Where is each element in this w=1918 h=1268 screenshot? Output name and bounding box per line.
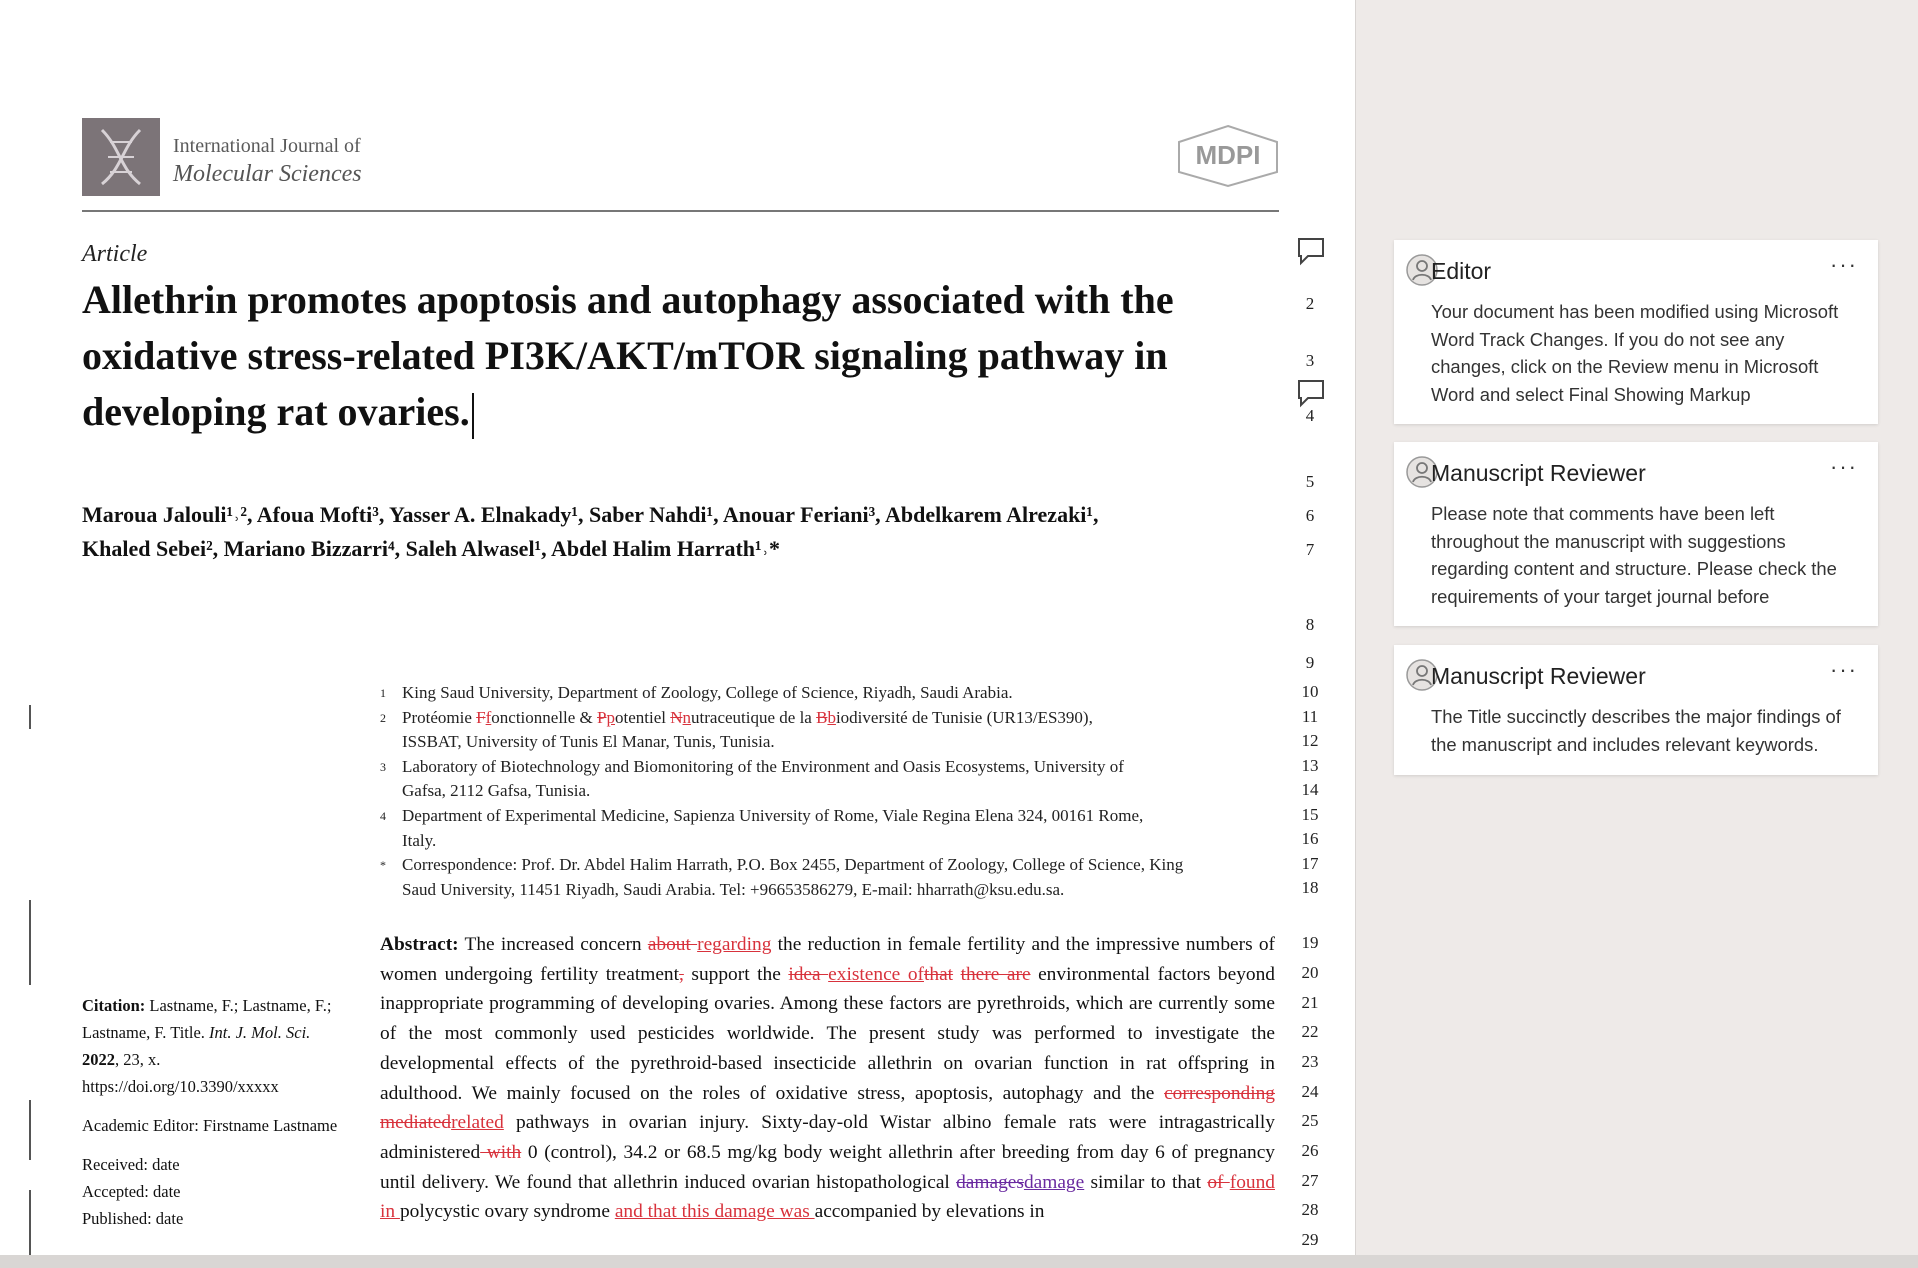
citation-text: Lastname, F.; Lastname, F.; Lastname, F. Title. (82, 996, 332, 1042)
more-options-button[interactable]: ··· (1830, 454, 1858, 479)
affiliation-text: Laboratory of Biotechnology and Biomonitoring of the Environment and Oasis Ecosystems, University of (402, 756, 1124, 776)
tracked-deletion[interactable]: damages (956, 1171, 1024, 1193)
comment-author: Manuscript Reviewer (1431, 460, 1646, 486)
line-number: 12 (1301, 731, 1319, 750)
academic-editor: Academic Editor: Firstname Lastname (82, 1116, 338, 1135)
abstract-text: environmental factors beyond inappropriate programming of developing ovaries. Among these factors are pyrethroids, which are currently some of the most commonly used pesticides worldwide. The present study was performed to investigate the developmental effects of the pyrethroid-based insecticide allethrin on ovarian function in rat offspring in adulthood. We mainly focused on the roles of oxidative stress, apoptosis, autophagy and the (380, 963, 1275, 1104)
horizontal-scrollbar[interactable] (0, 1255, 1918, 1268)
comment-text: The Title succinctly describes the major findings of the manuscript and includes relevant keywords. (1431, 706, 1841, 755)
line-number: 2 (1305, 294, 1315, 313)
line-number: 21 (1301, 993, 1319, 1012)
tracked-deletion[interactable]: that (923, 963, 954, 985)
affiliation-marker: 1 (380, 686, 386, 700)
line-number: 16 (1301, 829, 1319, 848)
line-number: 11 (1301, 707, 1319, 726)
correspondence (380, 853, 1260, 902)
line-number: 18 (1301, 878, 1319, 897)
affiliation-text: otentiel (615, 707, 671, 727)
line-number: 15 (1301, 805, 1319, 824)
comments-pane (1356, 0, 1918, 1268)
affiliation-text: Protéomie (402, 707, 477, 727)
tracked-insertion[interactable]: p (606, 707, 616, 727)
affiliation-text: King Saud University, Department of Zoology, College of Science, Riyadh, Saudi Arabia. (402, 683, 1013, 702)
comment-card[interactable] (1394, 240, 1878, 424)
citation-label: Citation: (82, 996, 146, 1015)
journal-name-line2: Molecular Sciences (173, 161, 362, 187)
citation-journal: Int. J. Mol. Sci. (209, 1023, 311, 1042)
tracked-deletion[interactable]: there are (960, 963, 1031, 985)
tracked-deletion[interactable]: F (476, 707, 486, 727)
line-number: 4 (1305, 406, 1315, 425)
change-bar (29, 705, 31, 729)
comment-text: Please note that comments have been left throughout the manuscript with suggestions regarding content and structure. Please check the requirements of your target journal before (1431, 503, 1837, 607)
tracked-insertion[interactable]: regarding (697, 934, 772, 955)
journal-name-line1: International Journal of (173, 135, 361, 157)
citation-year: 2022 (82, 1050, 115, 1069)
affiliation-3 (380, 755, 1260, 804)
tracked-deletion[interactable]: N (670, 707, 683, 727)
line-number: 24 (1301, 1082, 1319, 1101)
abstract-text: polycystic ovary syndrome (399, 1201, 615, 1223)
affiliation-text: onctionnelle & (491, 707, 598, 727)
author-list (82, 498, 1242, 566)
citation-volume: , 23, x. (115, 1050, 161, 1069)
comment-marker-icon[interactable] (1296, 236, 1326, 271)
affiliation-text: iodiversité de Tunisie (UR13/ES390), (835, 707, 1093, 727)
line-number: 9 (1305, 653, 1315, 672)
change-bar (29, 1100, 31, 1160)
publisher-text: MDPI (1195, 140, 1261, 170)
affiliation-text: ISSBAT, University of Tunis El Manar, Tunis, Tunisia. (402, 732, 775, 752)
article-title-text[interactable]: Allethrin promotes apoptosis and autophagy associated with the oxidative stress-related PI3K/AKT/mTOR signaling pathway in developing rat ovaries. (82, 277, 1174, 434)
line-number: 25 (1301, 1111, 1319, 1130)
tracked-insertion[interactable]: f (485, 707, 492, 727)
abstract-text: pathways in ovarian injury. Sixty-day-old Wistar albino female rats were intragastrically administered (380, 1112, 1275, 1163)
article-title[interactable] (82, 272, 1262, 440)
line-number: 19 (1301, 933, 1319, 952)
line-number: 13 (1301, 756, 1319, 775)
comment-author: Editor (1431, 258, 1492, 284)
abstract-text: support the (683, 963, 789, 985)
abstract-label: Abstract: (380, 934, 459, 955)
line-number: 27 (1301, 1171, 1319, 1190)
citation (82, 992, 352, 1100)
tracked-deletion[interactable]: with (480, 1141, 522, 1163)
affiliations (380, 681, 1260, 902)
line-number: 8 (1305, 615, 1315, 634)
tracked-insertion[interactable]: b (827, 707, 836, 727)
line-number: 6 (1305, 506, 1315, 525)
tracked-deletion[interactable]: of (1207, 1171, 1230, 1193)
line-number: 26 (1301, 1141, 1319, 1160)
line-number: 29 (1301, 1230, 1319, 1249)
correspondence-marker: * (380, 858, 386, 873)
tracked-deletion[interactable]: , (679, 963, 684, 985)
tracked-deletion[interactable]: idea (788, 963, 829, 985)
affiliation-4 (380, 804, 1260, 853)
line-number: 28 (1301, 1200, 1319, 1219)
affiliation-marker: 2 (380, 710, 386, 725)
abstract-text: accompanied by elevations in (814, 1201, 1045, 1223)
affiliation-text: Gafsa, 2112 Gafsa, Tunisia. (402, 781, 591, 801)
tracked-insertion[interactable]: existence of (828, 963, 924, 985)
abstract-text: 0 (control), 34.2 or 68.5 mg/kg body weight allethrin after breeding from day 6 of pregnancy until delivery. We found that allethrin induced ovarian histopathological (380, 1141, 1275, 1193)
line-number: 7 (1305, 540, 1315, 559)
line-number: 10 (1301, 682, 1319, 701)
line-number: 20 (1301, 963, 1319, 982)
affiliation-marker: 3 (380, 759, 386, 774)
comment-text: Your document has been modified using Microsoft Word Track Changes. If you do not see any changes, click on the Review menu in Microsoft Word and select Final Showing Markup (1431, 301, 1839, 405)
authors-line2: Khaled Sebei², Mariano Bizzarri⁴, Saleh Alwasel¹, Abdel Halim Harrath¹˒* (82, 536, 780, 561)
correspondence-text: Correspondence: Prof. Dr. Abdel Halim Harrath, P.O. Box 2455, Department of Zoology, College of Science, King (402, 855, 1184, 875)
abstract-text: similar to that (1084, 1171, 1208, 1193)
affiliation-text: Department of Experimental Medicine, Sapienza University of Rome, Viale Regina Elena 324, 00161 Rome, (402, 805, 1144, 825)
line-number: 23 (1301, 1052, 1319, 1071)
abstract-text: The increased concern (458, 934, 648, 955)
change-bar (29, 900, 31, 985)
abstract-text (953, 964, 961, 985)
comment-card[interactable] (1394, 645, 1878, 775)
journal-logo (82, 118, 160, 196)
tracked-deletion[interactable]: about (647, 934, 698, 955)
tracked-deletion[interactable]: P (597, 707, 607, 727)
more-options-button[interactable]: ··· (1830, 657, 1858, 682)
citation-sidebar (82, 992, 352, 1232)
accepted-date: Accepted: date (82, 1182, 181, 1201)
affiliation-2 (380, 706, 1260, 755)
affiliation-text: utraceutique de la (691, 707, 817, 727)
abstract[interactable] (380, 930, 1275, 1227)
more-options-button[interactable]: ··· (1830, 252, 1858, 277)
publisher-logo (1175, 124, 1281, 188)
citation-doi[interactable]: https://doi.org/10.3390/xxxxx (82, 1077, 279, 1096)
header-divider (82, 210, 1279, 212)
tracked-insertion[interactable]: n (682, 707, 692, 727)
affiliation-marker: 4 (380, 808, 386, 823)
comment-author: Manuscript Reviewer (1431, 663, 1646, 689)
comment-card[interactable] (1394, 442, 1878, 626)
article-type: Article (82, 241, 148, 267)
line-number: 5 (1305, 472, 1315, 491)
line-number: 14 (1301, 780, 1319, 799)
change-bar (29, 1190, 31, 1255)
published-date: Published: date (82, 1209, 184, 1228)
affiliation-1 (380, 681, 1260, 706)
tracked-deletion[interactable]: B (816, 707, 828, 727)
journal-name (173, 132, 362, 188)
line-number: 22 (1301, 1022, 1319, 1041)
line-number: 17 (1301, 854, 1319, 873)
tracked-insertion[interactable]: found in (380, 1171, 1275, 1223)
correspondence-text: Saud University, 11451 Riyadh, Saudi Arabia. Tel: +96653586279, E-mail: hharrath@ksu.edu.sa. (402, 879, 1065, 899)
tracked-insertion[interactable]: damage (1023, 1171, 1085, 1193)
tracked-deletion[interactable]: corresponding mediated (380, 1082, 1275, 1134)
authors-line1: Maroua Jalouli¹˒², Afoua Mofti³, Yasser A. Elnakady¹, Saber Nahdi¹, Anouar Feriani³, Abdelkarem Alrezaki¹, (82, 502, 1099, 527)
tracked-insertion[interactable]: related (451, 1112, 504, 1134)
tracked-insertion[interactable]: and that this damage was (614, 1201, 815, 1223)
text-cursor (472, 393, 474, 439)
received-date: Received: date (82, 1155, 180, 1174)
line-number: 3 (1305, 351, 1315, 370)
affiliation-text: Italy. (402, 830, 437, 850)
abstract-text: the reduction in female fertility and the impressive numbers of women undergoing fertility treatment (380, 934, 1275, 985)
